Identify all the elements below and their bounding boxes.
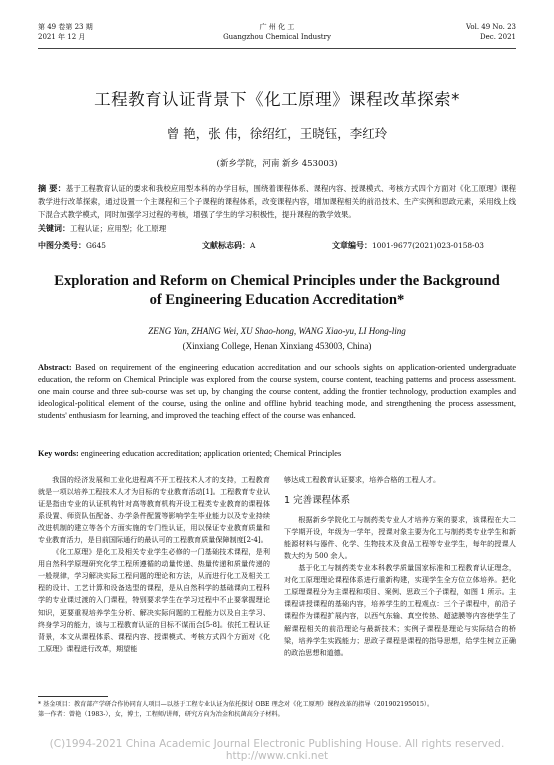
clc-value: G645 [86, 241, 107, 250]
article-number [332, 240, 484, 251]
keywords-en-text: engineering education accreditation; application oriented; Chemical Principles [80, 449, 342, 458]
authors-en: ZENG Yan, ZHANG Wei, XU Shao-hong, WANG Xiao-yu, LI Hong-ling [148, 326, 406, 336]
abstract-cn-text: 基于工程教育认证的要求和我校应用型本科的办学目标，围绕着课程体系、课程内容、授课模式、考核方式四个方面对《化工原理》课程教学进行改革探索，通过设置一个主课程和三个子课程的课程体系，改变课程内容，增加课程相关的前沿技术、生产实例和思政元素，采用线上线下混合式教学模式，同时加强学习过程的考核，增强了学生的学习积极性，提升课程的教学效果。 [38, 184, 516, 219]
article-number-value: 1001-9677(2021)023-0158-03 [372, 241, 485, 250]
body-column-left [38, 474, 270, 655]
keywords-cn-text: 工程认证；应用型；化工原理 [70, 224, 167, 233]
journal-volume: 第 49 卷第 23 期 [38, 23, 93, 31]
doc-code-label: 文献标志码： [202, 241, 250, 250]
affiliation-cn: (新乡学院，河南 新乡 453003) [216, 159, 338, 169]
journal-date: 2021 年 12 月 [38, 33, 86, 41]
clc-number [38, 240, 106, 251]
abstract-cn [38, 182, 516, 221]
footnote-funding: * 基金项目：教育部产学研合作协同育人项目—以基于工程专业认证为依托探讨 OBE 理念对《化工原理》课程改革的指导（201902195015）。 [38, 701, 434, 708]
authors-cn: 曾 艳，张 伟，徐绍红，王晓钰，李红玲 [166, 126, 388, 141]
body-paragraph: 够达成工程教育认证要求，培养合格的工程人才。 [284, 475, 441, 484]
footnote-rule [38, 696, 108, 697]
footnote-author: 第一作者：曾艳（1983-），女，博士，工程师/讲师，研究方向为冶金和抗菌高分子材料。 [38, 711, 284, 718]
abstract-en [38, 362, 516, 422]
cnki-watermark: (C)1994-2021 China Academic Journal Electronic Publishing House. All rights reserved. http://www.cnki.net [49, 738, 505, 762]
journal-volume-en: Vol. 49 No. 23 [465, 23, 516, 31]
section-heading: 1 完善课程体系 [284, 495, 351, 507]
body-paragraph: 《化工原理》是化工及相关专业学生必修的一门基础技术课程，是利用自然科学原理研究化学工程所遵循的动量传递、热量传递和质量传递的一般规律，学习解决实际工程问题的理论和方法，从而进行化工及相关工程的设计、工艺计算和设备选型的课程，是从自然科学的基础课向工程科学的专业课过渡的入门课程，特别要求学生在学习过程中不止要掌握理论知识，更要重视培养学生分析、解决实际问题的工程能力以及自主学习、终身学习的能力，该与工程教育认证的目标不谋而合[5-8]。依托工程认证背景，本文从课程体系、课程内容、授课模式、考核方式四个方面对《化工原理》课程进行改革，期望能 [38, 547, 270, 653]
header-right [466, 22, 516, 42]
keywords-en [38, 449, 516, 458]
document-code [202, 240, 255, 251]
body-paragraph: 基于化工与制药类专业本科教学质量国家标准和工程教育认证理念，对化工原理理论课程体系进行重新构建，实现学生全方位立体培养。把化工原理课程分为主课程和项目、案例、思政三个子课程，如图 1 所示。主课程讲授课程的基础内容，培养学生的工程观点：三个子课程中，前沿子课程作为课程扩展内容，以西气东输、真空传热、超滤膜等内容使学生了解课程相关的前沿理论与最新技术；实例子课程是理论与实际结合的桥梁，培养学生实践能力；思政子课程是课程的指导思想，给学生树立正确的政治思想和道德。 [284, 563, 516, 657]
paper-title-en: Exploration and Reform on Chemical Principles under the Background of Engineering Education Accreditation* [54, 273, 500, 308]
keywords-en-label: Key words: [38, 449, 79, 458]
paper-title-cn: 工程教育认证背景下《化工原理》课程改革探索* [94, 90, 460, 109]
clc-label: 中图分类号： [38, 241, 86, 250]
running-header [38, 22, 516, 49]
doc-code-value: A [250, 241, 256, 250]
abstract-en-label: Abstract: [38, 363, 72, 372]
footnote [38, 700, 516, 720]
header-center [38, 22, 516, 42]
article-number-label: 文章编号： [332, 241, 372, 250]
journal-name-en: Guangzhou Chemical Industry [223, 33, 331, 41]
keywords-cn [38, 223, 516, 234]
journal-name-cn: 广 州 化 工 [259, 23, 295, 31]
keywords-cn-label: 关键词： [38, 224, 70, 233]
body-column-right [284, 474, 516, 659]
classification-row [38, 240, 516, 252]
journal-date-en: Dec. 2021 [480, 33, 516, 41]
abstract-en-text: Based on requirement of the engineering education accreditation and our schools sights on application-oriented undergraduate education, the reform on Chemical Principle was explored from the course system, course content, teaching patterns and process assessment. one main course and three sub-course was set up, by changing the course content, adding the frontier technology, production examples and ideological-political element of the course, using the online and offline hybrid teaching mode, and strengthening the process assessment, students' enthusiasm for learning, and improved the teaching effect of the course was enhanced. [38, 363, 517, 421]
body-paragraph: 我国的经济发展和工业化进程离不开工程技术人才的支持，工程教育就是一项以培养工程技术人才为目标的专业教育活动[1]。工程教育专业认证是指由专业的认证机构针对高等教育机构开设工程类专业教育的课程体系设置、师资队伍配备、办学条件配置等影响学生毕业能力以及专业持续改进机制的建立等各个方面实施的专门性认证，用以保证专业教育质量和专业教育活力，是目前国际通行的最认可的工程教育质量保障制度[2-4]。 [38, 475, 270, 545]
abstract-cn-label: 摘 要： [38, 183, 66, 193]
affiliation-en: (Xinxiang College, Henan Xinxiang 453003, China) [182, 341, 372, 351]
body-paragraph: 根据新乡学院化工与制药类专业人才培养方案的要求，该课程在大二下学期开设，年级为一学年，授课对象主要为化工与制药类专业学生和新能源材料与器件、化学、生物技术及食品工程等专业学生，每年的授课人数大约为 500 余人。 [284, 515, 516, 561]
